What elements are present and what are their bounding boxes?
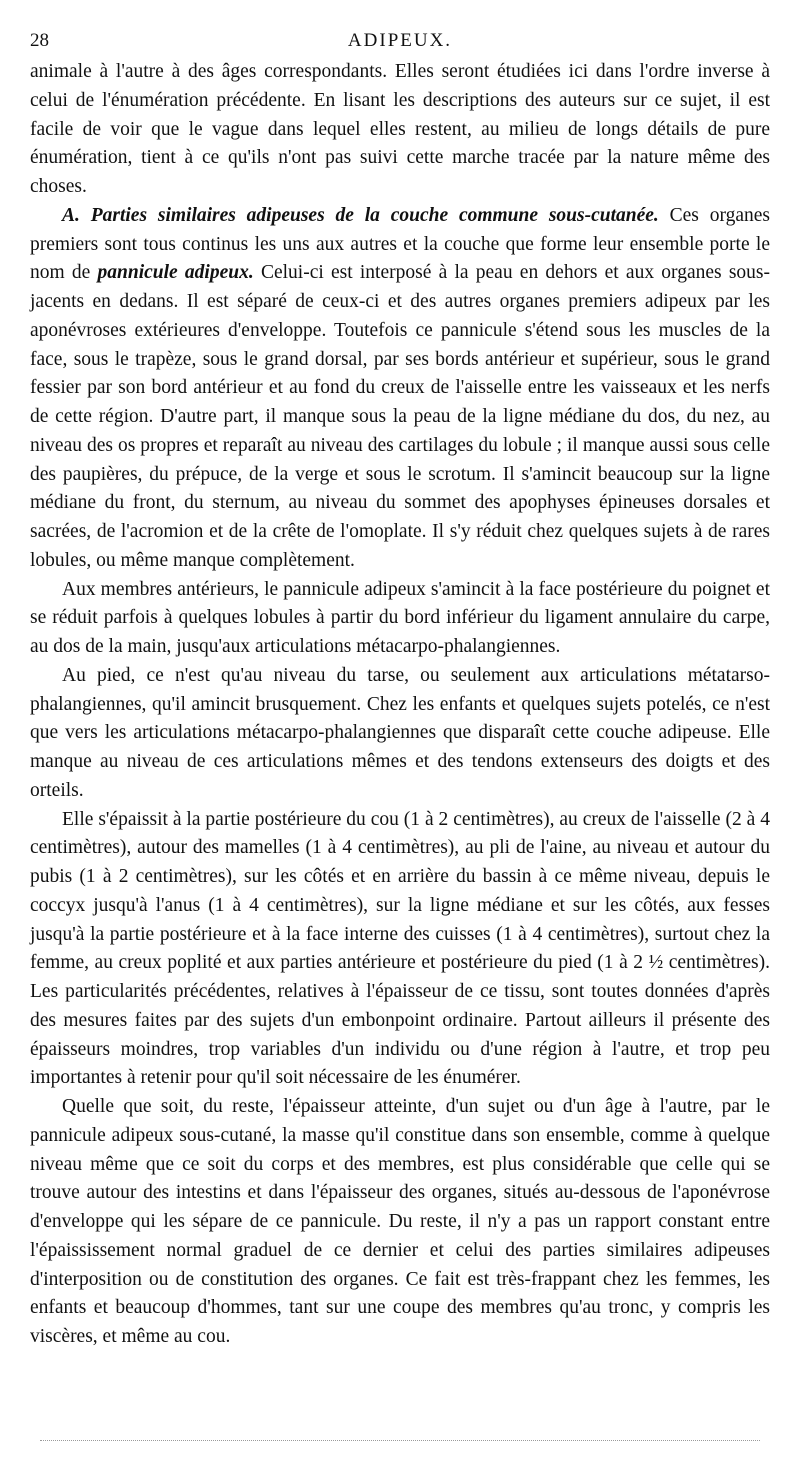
paragraph-epaisseur: Elle s'épaissit à la partie postérieure du cou (1 à 2 centimètres), au creux de l'aisselle (2 à 4 centimètres), autour des mamelles (1 à 4 centimètres), au pli de l'aine, au niveau et autour du pubis (1 à 2 centimètres), sur les côtés et en arrière du bassin à ce même niveau, depuis le coccyx jusqu'à l'anus (1 à 4 centimètres), sur la ligne médiane et sur les côtés, aux fesses jusqu'à la partie postérieure et à la face interne des cuisses (1 à 4 centimètres), surtout chez la femme, au creux poplité et aux parties antérieure et postérieure du pied (1 à 2 ½ centimètres). Les particularités précédentes, relatives à l'épaisseur de ce tissu, sont toutes données d'après des mesures faites par des sujets d'un embonpoint ordinaire. Partout ailleurs il présente des épaisseurs moindres, trop variables d'un individu ou d'une région à l'autre, et trop peu importantes à retenir pour qu'il soit nécessaire de les énumérer. xyxy=(30,808,770,1089)
body-text xyxy=(30,58,770,1352)
running-head xyxy=(30,28,770,54)
book-page xyxy=(30,28,770,1352)
paragraph-masse: Quelle que soit, du reste, l'épaisseur atteinte, d'un sujet ou d'un âge à l'autre, par le pannicule adipeux sous-cutané, la masse qu'il constitue dans son ensemble, comme à quelque niveau même que ce soit du corps et des membres, est plus considérable que celle qui se trouve autour des intestins et dans l'épaisseur des organes, situés au-dessous de l'aponévrose d'enveloppe qui les sépare de ce pannicule. Du reste, il n'y a pas un rapport constant entre l'épaississement normal graduel de ce dernier et celui des parties similaires adipeuses d'interposition ou de constitution des organes. Ce fait est très-frappant chez les femmes, les enfants et beaucoup d'hommes, tant sur une coupe des membres qu'au tronc, y compris les viscères, et même au cou. xyxy=(30,1096,770,1347)
running-title: ADIPEUX. xyxy=(347,30,453,51)
footer-rule xyxy=(40,1440,760,1441)
section-heading: A. Parties similaires adipeuses de la couche commune sous-cutanée. xyxy=(62,204,659,226)
page-number: 28 xyxy=(30,30,49,51)
term-pannicule-adipeux: pannicule adipeux. xyxy=(97,262,254,284)
paragraph-pied: Au pied, ce n'est qu'au niveau du tarse, ou seulement aux articulations métatarso-phalangiennes, qu'il amincit brusquement. Chez les enfants et quelques sujets potelés, ce n'est que vers les articulations métacarpo-phalangiennes que disparaît cette couche adipeuse. Elle manque au niveau de ces articulations mêmes et des tendons extenseurs des doigts et des orteils. xyxy=(30,664,770,801)
section-a-text-end: Celui-ci est interposé à la peau en dehors et aux organes sous-jacents en dedans. Il est séparé de ceux-ci et des autres organes premiers adipeux par les aponévroses extérieures d'enveloppe. Toutefois ce pannicule s'étend sous les muscles de la face, sous le trapèze, sous le grand dorsal, par ses bords antérieur et supérieur, sous le grand fessier par son bord antérieur et au fond du creux de l'aisselle entre les vaisseaux et les nerfs de cette région. D'autre part, il manque sous la peau de la ligne médiane du dos, du nez, au niveau des os propres et reparaît au niveau des cartilages du lobule ; il manque aussi sous celle des paupières, du prépuce, de la verge et sous le scrotum. Il s'amincit beaucoup sur la ligne médiane du front, du sternum, au niveau du sommet des apophyses épineuses dorsales et sacrées, de l'acromion et de la crête de l'omoplate. Il s'y réduit chez quelques sujets à de rares lobules, ou même manque complètement. xyxy=(30,262,770,571)
section-a-text-start: Ces organes premiers sont tous continus les uns aux autres et la couche que forme leur ensemble porte le nom de xyxy=(30,204,770,284)
paragraph-section-a xyxy=(30,202,770,576)
paragraph-membres-anterieurs: Aux membres antérieurs, le pannicule adipeux s'amincit à la face postérieure du poignet et se réduit parfois à quelques lobules à partir du bord inférieur du ligament annulaire du carpe, au dos de la main, jusqu'aux articulations métacarpo-phalangiennes. xyxy=(30,578,770,657)
paragraph-continuation: animale à l'autre à des âges correspondants. Elles seront étudiées ici dans l'ordre inverse à celui de l'énumération précédente. En lisant les descriptions des auteurs sur ce sujet, il est facile de voir que le vague dans lequel elles restent, au milieu de longs détails de pure énumération, tient à ce qu'ils n'ont pas suivi cette marche tracée par la nature même des choses. xyxy=(30,61,770,197)
